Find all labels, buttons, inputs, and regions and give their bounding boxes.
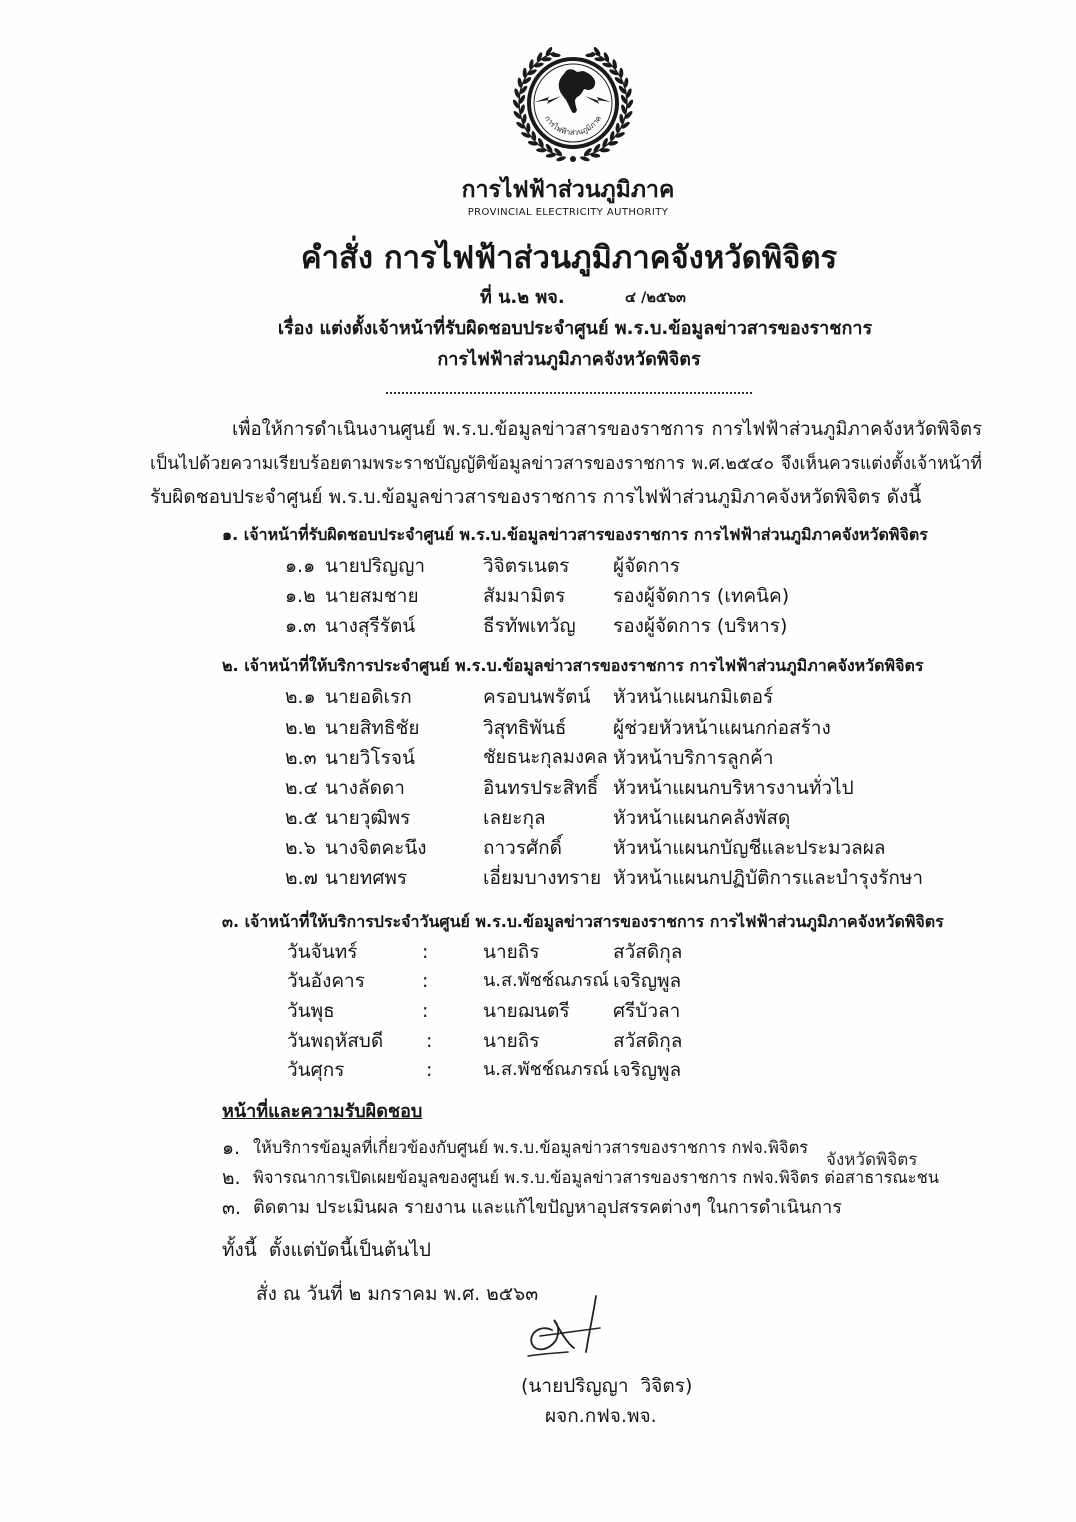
intro-line-3: รับผิดชอบประจำศูนย์ พ.ร.บ.ข้อมูลข่าวสารของราชการ การไฟฟ้าส่วนภูมิภาคจังหวัดพิจิตร ดังนี้	[150, 486, 922, 508]
duty-text: ติดตาม ประเมินผล รายงาน และแก้ไขปัญหาอุปสรรคต่างๆ ในการดำเนินการ	[253, 1197, 842, 1218]
section3-heading: ๓. เจ้าหน้าที่ให้บริการประจำวันศูนย์ พ.ร.บ.ข้อมูลข่าวสารของราชการ การไฟฟ้าส่วนภูมิภาคจังหวัดพิจิตร	[222, 912, 944, 931]
intro-line-1: เพื่อให้การดำเนินงานศูนย์ พ.ร.บ.ข้อมูลข่าวสารของราชการ การไฟฟ้าส่วนภูมิภาคจังหวัดพิจิตร	[232, 419, 982, 440]
wreath-leaf	[531, 130, 537, 141]
effective-statement: ทั้งนี้ ตั้งแต่บัดนี้เป็นต้นไป	[222, 1239, 431, 1261]
member-no: ๒.๕	[285, 807, 318, 829]
schedule-name: นายถิร	[483, 941, 540, 963]
member-surname: ชัยธนะกุลมงคล	[483, 747, 608, 768]
dotted-separator	[386, 392, 752, 394]
signature-stroke	[586, 1296, 596, 1352]
schedule-row	[0, 1028, 1076, 1054]
member-row	[0, 553, 1076, 579]
member-position: หัวหน้าแผนกบริหารงานทั่วไป	[613, 777, 854, 799]
member-name: นายวิโรจน์	[325, 747, 415, 769]
schedule-day: วันพุธ	[287, 1000, 335, 1022]
member-name: นายทศพร	[325, 867, 408, 889]
member-name: นางลัดดา	[325, 777, 405, 799]
member-no: ๒.๗	[285, 867, 318, 889]
member-name: นางสุรีรัตน์	[325, 615, 416, 637]
order-number-prefix: ที่ น.๒ พจ.	[480, 287, 565, 308]
member-no: ๑.๓	[285, 615, 317, 637]
member-no: ๒.๒	[285, 717, 317, 739]
duty-text: ให้บริการข้อมูลที่เกี่ยวข้องกับศูนย์ พ.ร.บ.ข้อมูลข่าวสารของราชการ กฟจ.พิจิตร	[253, 1138, 809, 1157]
member-position: ผู้ช่วยหัวหน้าแผนกก่อสร้าง	[613, 717, 831, 739]
duty-text: พิจารณาการเปิดเผยข้อมูลของศูนย์ พ.ร.บ.ข้อมูลข่าวสารของราชการ กฟจ.พิจิตร ต่อสาธารณะชน	[253, 1168, 940, 1187]
member-row	[0, 583, 1076, 609]
member-name: นายปริญญา	[325, 555, 426, 577]
member-position: ผู้จัดการ	[613, 555, 680, 577]
signatory-title: ผจก.กฟจ.พจ.	[545, 1405, 657, 1427]
handwritten-signature	[510, 1290, 610, 1370]
wreath-leaf	[528, 59, 534, 70]
intro-line-2: เป็นไปด้วยความเรียบร้อยตามพระราชบัญญัติข้อมูลข่าวสารของราชการ พ.ศ.๒๕๔๐ จึงเห็นควรแต่งตั้งเจ้าหน้าที่	[150, 454, 982, 474]
member-position: หัวหน้าบริการลูกค้า	[613, 747, 774, 769]
schedule-separator: :	[426, 1030, 433, 1052]
wreath-leaf	[602, 62, 613, 69]
member-position: หัวหน้าแผนกบัญชีและประมวลผล	[613, 837, 886, 859]
schedule-separator: :	[426, 1059, 433, 1081]
schedule-surname: เจริญพูล	[613, 970, 682, 992]
member-row	[0, 745, 1076, 771]
schedule-name: น.ส.พัชช์ณภรณ์	[483, 970, 609, 991]
schedule-name: น.ส.พัชช์ณภรณ์	[483, 1059, 609, 1080]
schedule-day: วันจันทร์	[287, 941, 358, 963]
member-row	[0, 835, 1076, 861]
order-date: สั่ง ณ วันที่ ๒ มกราคม พ.ศ. ๒๕๖๓	[256, 1283, 539, 1305]
schedule-surname: เจริญพูล	[613, 1059, 682, 1081]
member-position: รองผู้จัดการ (บริหาร)	[613, 615, 788, 637]
member-row	[0, 684, 1076, 710]
wreath-leaf	[609, 130, 615, 141]
schedule-separator: :	[422, 970, 429, 992]
member-surname: อินทรประสิทธิ์	[483, 777, 599, 799]
signature-stroke	[528, 1352, 568, 1356]
schedule-row	[0, 939, 1076, 965]
schedule-surname: ศรีบัวลา	[613, 1000, 681, 1022]
schedule-day: วันศุกร	[287, 1059, 345, 1081]
duty-number: ๒.	[222, 1167, 241, 1189]
wreath-leaf	[612, 59, 618, 70]
schedule-surname: สวัสดิกุล	[613, 1030, 683, 1052]
wreath-leaf	[608, 140, 619, 146]
member-row	[0, 613, 1076, 639]
subject-line-1: เรื่อง แต่งตั้งเจ้าหน้าที่รับผิดชอบประจำศูนย์ พ.ร.บ.ข้อมูลข่าวสารของราชการ	[277, 318, 873, 339]
member-row	[0, 775, 1076, 801]
member-no: ๑.๑	[285, 555, 316, 577]
member-position: รองผู้จัดการ (เทคนิค)	[613, 585, 790, 607]
schedule-separator: :	[422, 941, 429, 963]
order-number-value: ๔ /๒๕๖๓	[625, 290, 686, 306]
schedule-separator: :	[422, 1000, 429, 1022]
wreath-knot	[570, 156, 576, 162]
seal-lettering	[543, 114, 603, 137]
org-name-thai: การไฟฟ้าส่วนภูมิภาค	[461, 177, 675, 203]
subject-line-2: การไฟฟ้าส่วนภูมิภาคจังหวัดพิจิตร	[437, 349, 701, 370]
order-title: คำสั่ง การไฟฟ้าส่วนภูมิภาคจังหวัดพิจิตร	[300, 240, 838, 276]
member-row	[0, 865, 1076, 891]
schedule-row	[0, 968, 1076, 994]
member-name: นายวุฒิพร	[325, 807, 411, 829]
member-position: หัวหน้าแผนกปฏิบัติการและบำรุงรักษา	[613, 867, 924, 889]
member-name: นายอดิเรก	[325, 686, 412, 708]
org-name-english: PROVINCIAL ELECTRICITY AUTHORITY	[467, 207, 669, 218]
seal-lettering-path: การไฟฟ้าส่วนภูมิภาค	[542, 114, 604, 138]
schedule-row	[0, 1057, 1076, 1083]
section1-heading: ๑. เจ้าหน้าที่รับผิดชอบประจำศูนย์ พ.ร.บ.ข้อมูลข่าวสารของราชการ การไฟฟ้าส่วนภูมิภาคจังหวัดพิจิตร	[222, 525, 928, 544]
wreath-leaf	[527, 140, 538, 146]
member-no: ๒.๖	[285, 837, 316, 859]
thailand-map-icon	[559, 69, 595, 113]
member-name: นายสิทธิชัย	[325, 717, 420, 739]
member-row	[0, 715, 1076, 741]
member-no: ๒.๔	[285, 777, 318, 799]
member-name: นางจิตคะนึง	[325, 837, 427, 859]
duty-number: ๑.	[222, 1137, 241, 1159]
wreath-leaf	[580, 155, 591, 162]
section2-heading: ๒. เจ้าหน้าที่ให้บริการประจำศูนย์ พ.ร.บ.ข้อมูลข่าวสารของราชการ การไฟฟ้าส่วนภูมิภาคจังหวัดพิจิตร	[222, 656, 924, 675]
schedule-row	[0, 998, 1076, 1024]
schedule-name: นายฌนตรี	[483, 1000, 570, 1022]
member-surname: เลยะกุล	[483, 807, 546, 829]
member-surname: ถาวรศักดิ์	[483, 837, 562, 859]
signatory-name: (นายปริญญา วิจิตร)	[521, 1375, 693, 1397]
duty-overlay-note: จังหวัดพิจิตร	[826, 1150, 918, 1170]
member-no: ๑.๒	[285, 585, 316, 607]
member-surname: ครอบนพรัตน์	[483, 686, 591, 708]
schedule-surname: สวัสดิกุล	[613, 941, 683, 963]
member-position: หัวหน้าแผนกมิเตอร์	[613, 686, 774, 708]
member-row	[0, 805, 1076, 831]
member-no: ๒.๓	[285, 747, 317, 769]
member-position: หัวหน้าแผนกคลังพัสดุ	[613, 807, 791, 829]
member-no: ๒.๑	[285, 686, 316, 708]
schedule-day: วันอังคาร	[287, 970, 365, 992]
member-name: นายสมชาย	[325, 585, 419, 607]
wreath-leaf	[556, 155, 567, 162]
member-surname: วิจิตรเนตร	[483, 555, 570, 577]
lightning-right-icon	[585, 96, 611, 104]
member-surname: สัมมามิตร	[483, 585, 566, 607]
duty-number: ๓.	[222, 1197, 242, 1219]
wreath-leaf	[534, 62, 545, 69]
pea-seal-logo	[511, 38, 635, 168]
member-surname: ธีรทัพเทวัญ	[483, 615, 576, 637]
lightning-left-icon	[535, 96, 561, 104]
member-surname: เอี่ยมบางทราย	[483, 867, 602, 889]
schedule-day: วันพฤหัสบดี	[287, 1030, 384, 1052]
schedule-name: นายถิร	[483, 1030, 540, 1052]
member-surname: วิสุทธิพันธ์	[483, 717, 567, 739]
duties-heading: หน้าที่และความรับผิดชอบ	[222, 1101, 423, 1122]
